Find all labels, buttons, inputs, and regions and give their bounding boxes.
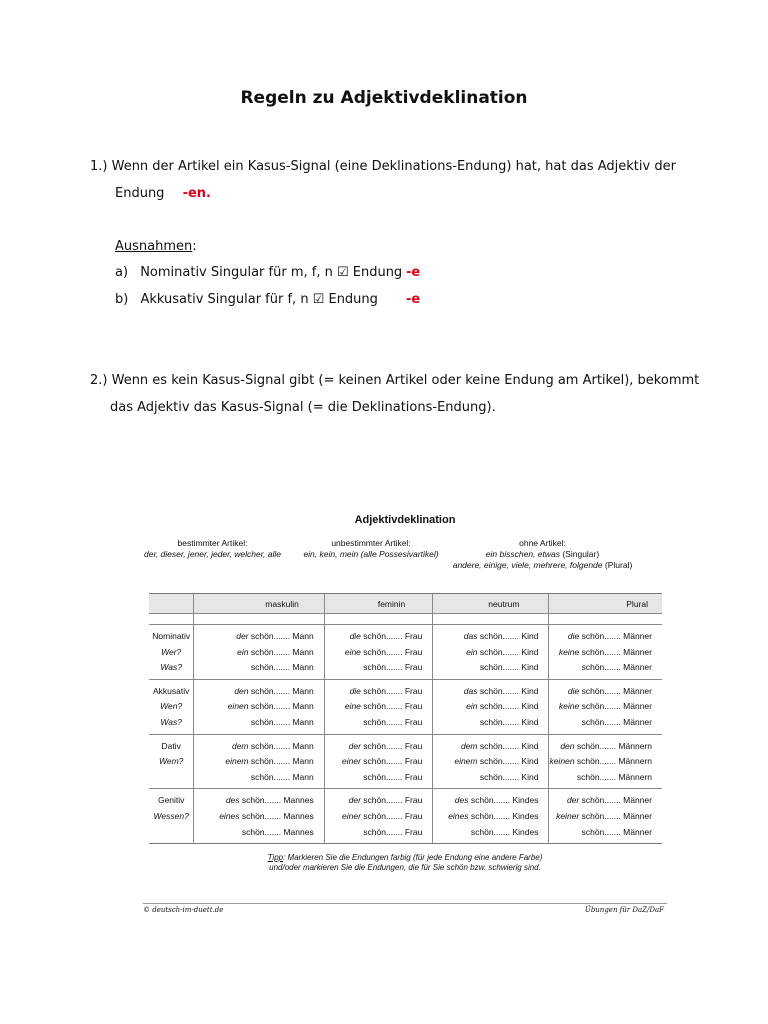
footer-divider — [143, 903, 667, 904]
article-group-examples: ein, kein, mein (alle Possesivartikel) — [303, 549, 439, 559]
exception-a — [115, 265, 402, 280]
cell-line: keinen schön....... Männern — [549, 756, 652, 767]
table-cell — [194, 679, 324, 734]
article-group-label: ohne Artikel: — [519, 538, 566, 548]
case-cell — [149, 679, 194, 734]
cell-line: den schön....... Männern — [560, 740, 652, 751]
cell-line: schön....... Männer — [581, 662, 652, 673]
cell-line: der schön....... Frau — [348, 795, 423, 806]
table-row — [149, 734, 662, 789]
article-group-indefinite — [296, 538, 446, 560]
case-name: Dativ — [161, 740, 181, 751]
cell-line: einer schön....... Frau — [342, 810, 423, 821]
table-row — [149, 679, 662, 734]
case-question: Wem? — [158, 756, 184, 767]
column-header: maskulin — [194, 594, 324, 614]
case-name: Nominativ — [152, 631, 191, 641]
rule2-line2: das Adjektiv das Kasus-Signal (= die Deklinations-Endung). — [110, 400, 496, 415]
case-name: Akkusativ — [153, 685, 190, 696]
exceptions-colon: : — [192, 239, 197, 254]
cell-line: schön....... Frau — [363, 826, 423, 837]
article-group-definite — [140, 538, 285, 560]
article-group-note: (Singular) — [559, 549, 600, 559]
table-header-row — [149, 594, 662, 614]
footer-right: Übungen für DaZ/DaF — [584, 906, 664, 914]
declension-table — [149, 593, 662, 844]
case-name: Genitiv — [157, 795, 185, 806]
table-cell — [194, 625, 324, 680]
table-row — [149, 625, 662, 680]
article-group-none — [450, 538, 635, 571]
cell-line: einem schön....... Mann — [225, 756, 314, 767]
cell-line: die schön....... Männer — [567, 631, 652, 641]
cell-line: der schön....... Männer — [566, 795, 652, 806]
table-spacer — [149, 614, 662, 625]
cell-line: eines schön....... Kindes — [448, 810, 539, 821]
article-group-examples: andere, einige, viele, mehrere, folgende — [452, 560, 603, 570]
cell-line: keine schön....... Männer — [558, 701, 652, 712]
exception-marker: a) — [115, 265, 129, 280]
cell-line: einer schön....... Frau — [342, 756, 423, 767]
case-question: Wen? — [160, 701, 183, 712]
cell-line: schön....... Männern — [576, 771, 652, 782]
case-question: Wessen? — [153, 810, 189, 821]
cell-line: ein schön....... Kind — [466, 646, 539, 657]
cell-line: der schön....... Frau — [348, 740, 423, 751]
table-cell — [433, 679, 549, 734]
cell-line: einen schön....... Mann — [227, 701, 314, 712]
rule1-ending: -en. — [182, 186, 211, 201]
rule1-endung-label: Endung — [115, 186, 165, 201]
cell-line: keine schön....... Männer — [558, 646, 652, 657]
article-group-examples: ein bisschen, etwas — [485, 549, 560, 559]
article-group-label: bestimmter Artikel: — [177, 538, 248, 548]
cell-line: dem schön....... Mann — [231, 740, 314, 751]
cell-line: schön....... Kind — [479, 771, 539, 782]
cell-line: ein schön....... Mann — [237, 646, 314, 657]
rule1-line2 — [115, 186, 211, 201]
table-cell — [194, 789, 324, 844]
exception-text: Akkusativ Singular für f, n ☑ Endung — [140, 292, 378, 307]
cell-line: schön....... Männer — [581, 716, 652, 727]
cell-line: schön....... Mann — [250, 662, 314, 673]
table-cell — [194, 734, 324, 789]
cell-line: schön....... Mannes — [241, 826, 314, 837]
cell-line: eines schön....... Mannes — [219, 810, 314, 821]
cell-line: schön....... Mann — [250, 716, 314, 727]
table-cell — [549, 679, 662, 734]
table-cell — [324, 679, 433, 734]
rule2-line1: 2.) Wenn es kein Kasus-Signal gibt (= keinen Artikel oder keine Endung am Artikel), bekommt — [90, 373, 700, 388]
cell-line: schön....... Frau — [363, 771, 423, 782]
case-cell — [149, 734, 194, 789]
exceptions-heading: Ausnahmen — [115, 239, 193, 254]
case-cell — [149, 789, 194, 844]
cell-line: schön....... Frau — [363, 716, 423, 727]
cell-line: ein schön....... Kind — [466, 701, 539, 712]
case-cell — [149, 625, 194, 680]
tip-text: und/oder markieren Sie die Endungen, die für Sie schön bzw. schwierig sind. — [269, 863, 541, 872]
cell-line: schön....... Kindes — [470, 826, 539, 837]
cell-line: des schön....... Kindes — [454, 795, 539, 806]
table-cell — [549, 734, 662, 789]
cell-line: schön....... Mann — [250, 771, 314, 782]
table-cell — [324, 789, 433, 844]
tip-text: : Markieren Sie die Endungen farbig (für jede Endung eine andere Farbe) — [283, 853, 543, 862]
cell-line: keiner schön....... Männer — [556, 810, 652, 821]
exception-a-ending: -e — [406, 265, 421, 280]
cell-line: des schön....... Mannes — [225, 795, 314, 806]
column-header: neutrum — [433, 594, 549, 614]
tip-label: Tipp — [267, 853, 284, 862]
exception-text: Nominativ Singular für m, f, n ☑ Endung — [140, 265, 403, 280]
exception-b — [115, 292, 378, 307]
article-group-label: unbestimmter Artikel: — [331, 538, 411, 548]
cell-line: dem schön....... Kind — [460, 740, 539, 751]
table-cell — [549, 789, 662, 844]
exceptions-heading-row — [115, 239, 197, 254]
cell-line: schön....... Kind — [479, 662, 539, 673]
column-header — [149, 594, 194, 614]
cell-line: eine schön....... Frau — [344, 701, 423, 712]
cell-line: der schön....... Mann — [236, 631, 314, 641]
cell-line: den schön....... Mann — [234, 685, 314, 696]
cell-line: einem schön....... Kind — [454, 756, 539, 767]
cell-line: eine schön....... Frau — [344, 646, 423, 657]
tip-note — [0, 853, 768, 873]
cell-line: die schön....... Frau — [349, 631, 423, 641]
page-title: Regeln zu Adjektivdeklination — [240, 88, 528, 108]
case-question: Was? — [160, 716, 182, 727]
table-cell — [433, 625, 549, 680]
rule1-line1: 1.) Wenn der Artikel ein Kasus-Signal (eine Deklinations-Endung) hat, hat das Adjektiv der — [90, 159, 676, 174]
case-question: Wer? — [161, 646, 182, 657]
cell-line: die schön....... Männer — [567, 685, 652, 696]
figure-title: Adjektivdeklination — [354, 514, 456, 526]
article-group-examples: der, dieser, jener, jeder, welcher, alle — [143, 549, 282, 559]
table-cell — [549, 625, 662, 680]
cell-line: das schön....... Kind — [463, 631, 539, 641]
table-row — [149, 789, 662, 844]
cell-line: schön....... Kind — [479, 716, 539, 727]
exception-b-ending: -e — [406, 292, 421, 307]
table-cell — [324, 625, 433, 680]
table-cell — [433, 734, 549, 789]
cell-line: das schön....... Kind — [463, 685, 539, 696]
exception-marker: b) — [115, 292, 129, 307]
column-header: feminin — [324, 594, 433, 614]
table-cell — [324, 734, 433, 789]
article-group-note: (Plural) — [602, 560, 633, 570]
table-cell — [433, 789, 549, 844]
column-header: Plural — [549, 594, 662, 614]
cell-line: schön....... Männer — [581, 826, 652, 837]
case-question: Was? — [160, 662, 182, 673]
cell-line: schön....... Frau — [363, 662, 423, 673]
footer-left: © deutsch-im-duett.de — [143, 906, 224, 914]
cell-line: die schön....... Frau — [349, 685, 423, 696]
